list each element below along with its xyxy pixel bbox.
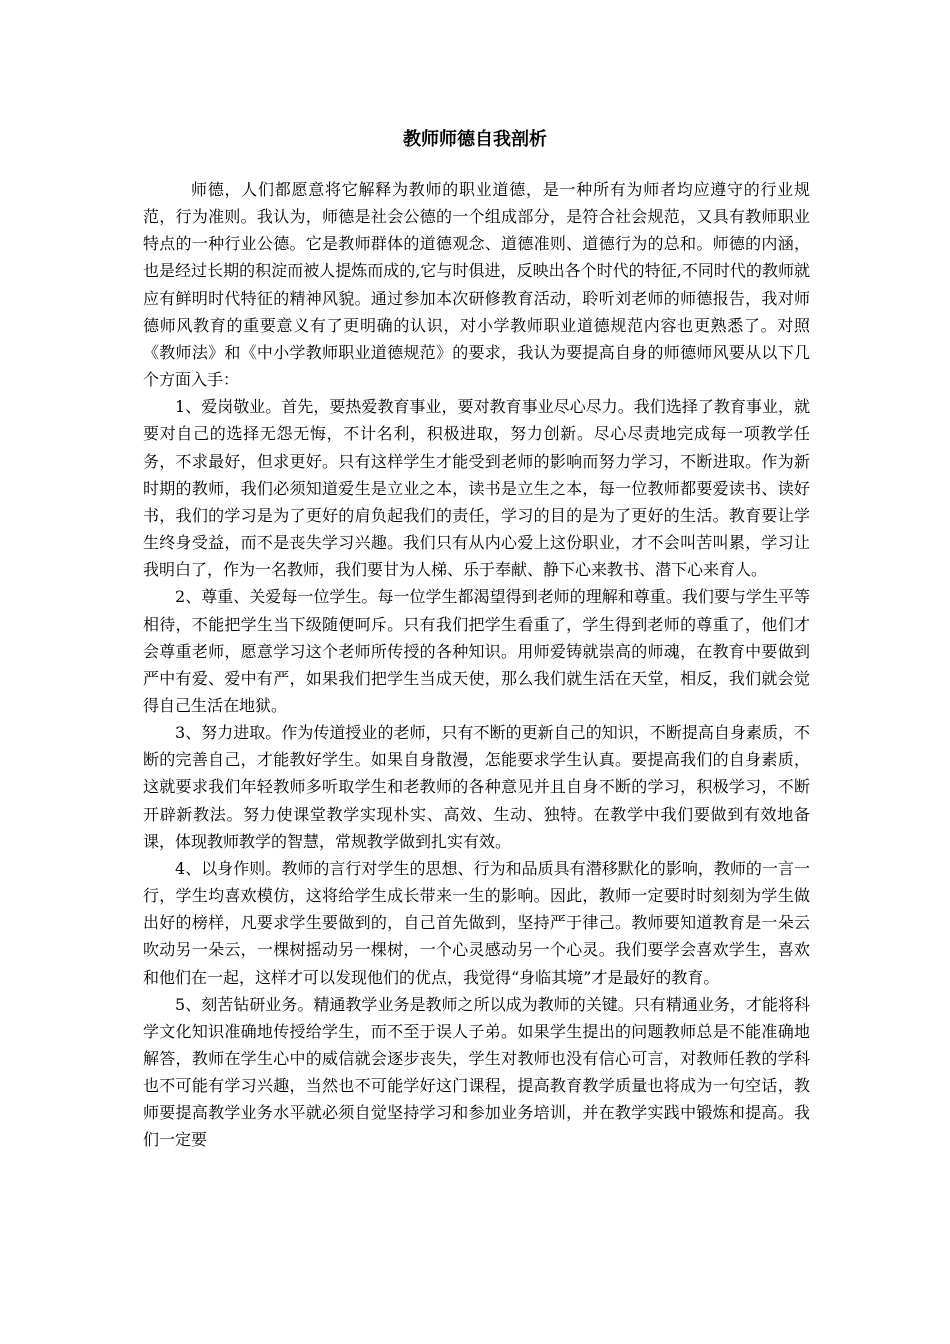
document-body: [143, 176, 810, 1154]
paragraph-point-3: 3、努力进取。作为传道授业的老师，只有不断的更新自己的知识，不断提高自身素质，不断的完善自己，才能教好学生。如果自身散漫，怎能要求学生认真。要提高我们的自身素质，这就要求我们年轻教师多听取学生和老教师的各种意见并且自身不断的学习，积极学习，不断开辟新教法。努力使课堂教学实现朴实、高效、生动、独特。在教学中我们要做到有效地备课，体现教师教学的智慧，常规教学做到扎实有效。: [143, 723, 810, 851]
paragraph-point-1: 1、爱岗敬业。首先，要热爱教育事业，要对教育事业尽心尽力。我们选择了教育事业，就要对自己的选择无怨无悔，不计名利，积极进取，努力创新。尽心尽责地完成每一项教学任务，不求最好，但求更好。只有这样学生才能受到老师的影响而努力学习，不断进取。作为新时期的教师，我们必须知道爱生是立业之本，读书是立生之本，每一位教师都要爱读书、读好书，我们的学习是为了更好的肩负起我们的责任，学习的目的是为了更好的生活。教育要让学生终身受益，而不是丧失学习兴趣。我们只有从内心爱上这份职业，才不会叫苦叫累，学习让我明白了，作为一名教师，我们要甘为人梯、乐于奉献、静下心来教书、潜下心来育人。: [143, 397, 810, 580]
document-title: 教师师德自我剖析: [403, 129, 547, 150]
paragraph-point-5: 5、刻苦钻研业务。精通教学业务是教师之所以成为教师的关键。只有精通业务，才能将科学文化知识准确地传授给学生，而不至于误人子弟。如果学生提出的问题教师总是不能准确地解答，教师在学生心中的威信就会逐步丧失，学生对教师也没有信心可言，对教师任教的学科也不可能有学习兴趣，当然也不可能学好这门课程，提高教育教学质量也将成为一句空话，教师要提高教学业务水平就必须自觉坚持学习和参加业务培训，并在教学实践中锻炼和提高。我们一定要: [143, 994, 810, 1150]
paragraph-point-4: 4、以身作则。教师的言行对学生的思想、行为和品质具有潜移默化的影响，教师的一言一行，学生均喜欢模仿，这将给学生成长带来一生的影响。因此，教师一定要时时刻刻为学生做出好的榜样，凡要求学生要做到的，自己首先做到，坚持严于律己。教师要知道教育是一朵云吹动另一朵云，一棵树摇动另一棵树，一个心灵感动另一个心灵。我们要学会喜欢学生，喜欢和他们在一起，这样才可以发现他们的优点，我觉得“身临其境”才是最好的教育。: [143, 858, 810, 987]
paragraph-point-2: 2、尊重、关爱每一位学生。每一位学生都渴望得到老师的理解和尊重。我们要与学生平等相待，不能把学生当下级随便呵斥。只有我们把学生看重了，学生得到老师的尊重了，他们才会尊重老师，愿意学习这个老师所传授的各种知识。用师爱铸就崇高的师魂，在教育中要做到严中有爱、爱中有严，如果我们把学生当成天使，那么我们就生活在天堂，相反，我们就会觉得自己生活在地狱。: [143, 587, 810, 715]
paragraph-intro: 师德，人们都愿意将它解释为教师的职业道德，是一种所有为师者均应遵守的行业规范，行为准则。我认为，师德是社会公德的一个组成部分，是符合社会规范，又具有教师职业特点的一种行业公德。它是教师群体的道德观念、道德准则、道德行为的总和。师德的内涵，也是经过长期的积淀而被人提炼而成的,它与时俱进，反映出各个时代的特征,不同时代的教师就应有鲜明时代特征的精神风貌。通过参加本次研修教育活动，聆听刘老师的师德报告，我对师德师风教育的重要意义有了更明确的认识，对小学教师职业道德规范内容也更熟悉了。对照《教师法》和《中小学教师职业道德规范》的要求，我认为要提高自身的师德师风要从以下几个方面入手：: [143, 180, 810, 390]
